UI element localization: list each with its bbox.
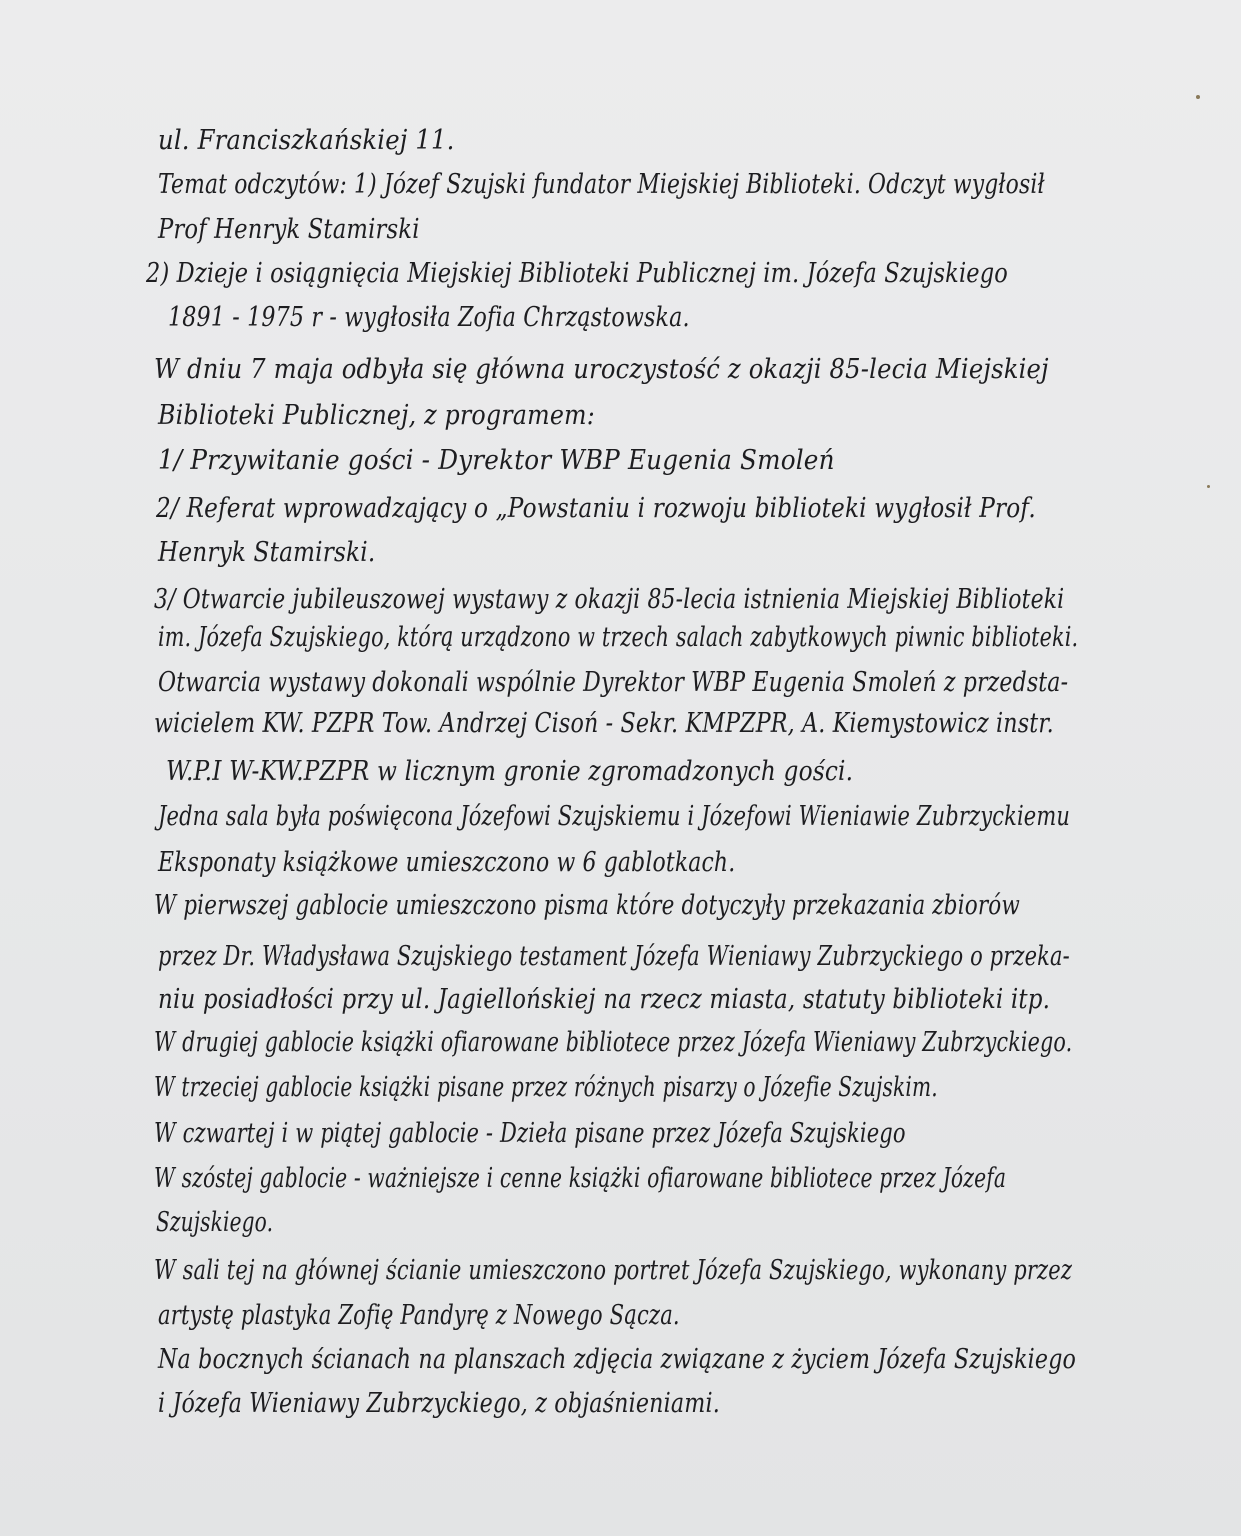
text-line: i Józefa Wieniawy Zubrzyckiego, z objaśnieniami. <box>158 1388 720 1419</box>
text-line: przez Dr. Władysława Szujskiego testament Józefa Wieniawy Zubrzyckiego o przeka- <box>158 941 1070 972</box>
text-line: Prof Henryk Stamirski <box>158 214 420 245</box>
text-line: 2/ Referat wprowadzający o „Powstaniu i rozwoju biblioteki wygłosił Prof. <box>156 493 1036 524</box>
text-line: artystę plastyka Zofię Pandyrę z Nowego Sącza. <box>158 1300 680 1331</box>
text-line: 1891 - 1975 r - wygłosiła Zofia Chrząstowska. <box>168 302 690 333</box>
text-line: niu posiadłości przy ul. Jagiellońskiej na rzecz miasta, statuty biblioteki itp. <box>158 984 1051 1015</box>
text-line: Otwarcia wystawy dokonali wspólnie Dyrektor WBP Eugenia Smoleń z przedsta- <box>158 667 1069 698</box>
text-line: 1/ Przywitanie gości - Dyrektor WBP Eugenia Smoleń <box>158 445 835 476</box>
text-line: W.P.I W-KW.PZPR w licznym gronie zgromadzonych gości. <box>166 756 854 787</box>
text-line: W trzeciej gablocie książki pisane przez różnych pisarzy o Józefie Szujskim. <box>154 1072 938 1103</box>
text-line: Temat odczytów: 1) Józef Szujski fundator Miejskiej Biblioteki. Odczyt wygłosił <box>158 169 1045 200</box>
text-line: W dniu 7 maja odbyła się główna uroczystość z okazji 85-lecia Miejskiej <box>154 354 1049 385</box>
text-line: Henryk Stamirski. <box>158 537 376 568</box>
text-line: 3/ Otwarcie jubileuszowej wystawy z okazji 85-lecia istnienia Miejskiej Biblioteki <box>154 584 1065 615</box>
text-line: W szóstej gablocie - ważniejsze i cenne książki ofiarowane bibliotece przez Józefa <box>154 1163 1007 1194</box>
text-line: wicielem KW. PZPR Tow. Andrzej Cisoń - Sekr. KMPZPR, A. Kiemystowicz instr. <box>154 708 1054 739</box>
text-line: W czwartej i w piątej gablocie - Dzieła pisane przez Józefa Szujskiego <box>154 1118 906 1149</box>
text-line: Eksponaty książkowe umieszczono w 6 gablotkach. <box>158 847 736 878</box>
text-line: Na bocznych ścianach na planszach zdjęcia związane z życiem Józefa Szujskiego <box>158 1344 1077 1375</box>
text-line: Szujskiego. <box>156 1207 274 1238</box>
text-line: W pierwszej gablocie umieszczono pisma które dotyczyły przekazania zbiorów <box>154 890 1020 921</box>
text-line: 2) Dzieje i osiągnięcia Miejskiej Biblioteki Publicznej im. Józefa Szujskiego <box>146 258 1008 289</box>
text-line: Jedna sala była poświęcona Józefowi Szujskiemu i Józefowi Wieniawie Zubrzyckiemu <box>158 801 1071 832</box>
text-line: W sali tej na głównej ścianie umieszczono portret Józefa Szujskiego, wykonany przez <box>154 1255 1073 1286</box>
text-line: ul. Franciszkańskiej 11. <box>158 125 455 156</box>
text-line: Biblioteki Publicznej, z programem: <box>158 400 595 431</box>
text-line: im. Józefa Szujskiego, którą urządzono w trzech salach zabytkowych piwnic biblioteki. <box>158 622 1079 653</box>
text-line: W drugiej gablocie książki ofiarowane bibliotece przez Józefa Wieniawy Zubrzyckiego. <box>154 1027 1073 1058</box>
